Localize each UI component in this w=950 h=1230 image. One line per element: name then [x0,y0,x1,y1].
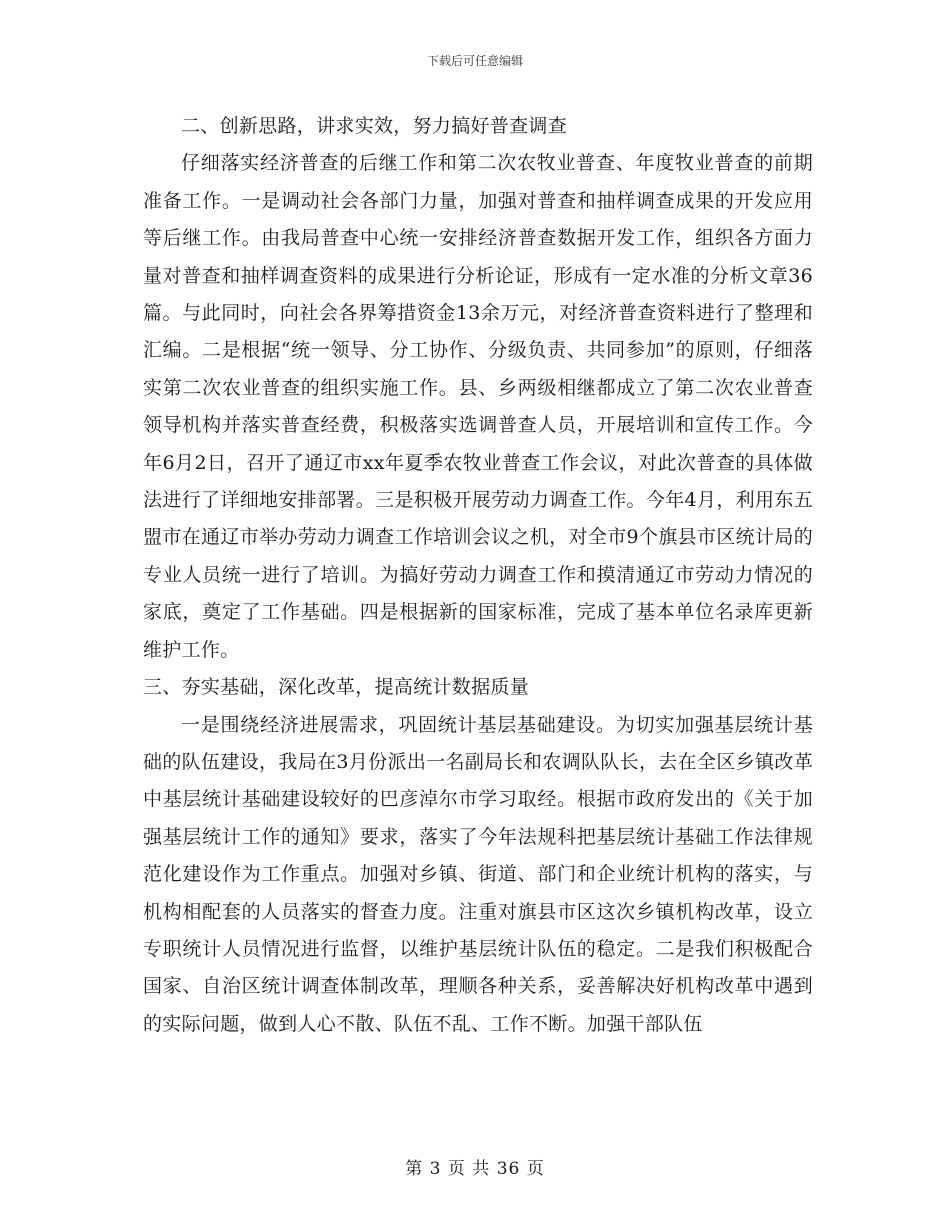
paragraph-grassroots-statistics: 一是围绕经济进展需求，巩固统计基层基础建设。为切实加强基层统计基础的队伍建设，我局在3月份派出一名副局长和农调队队长，去在全区乡镇改革中基层统计基础建设较好的巴彦淖尔市学习取经。根据市政府发出的《关于加强基层统计工作的通知》要求，落实了今年法规科把基层统计基础工作法律规范化建设作为工作重点。加强对乡镇、街道、部门和企业统计机构的落实，与机构相配套的人员落实的督查力度。注重对旗县市区这次乡镇机构改革，设立专职统计人员情况进行监督，以维护基层统计队伍的稳定。二是我们积极配合国家、自治区统计调查体制改革，理顺各种关系，妥善解决好机构改革中遇到的实际问题，做到人心不散、队伍不乱、工作不断。加强干部队伍 [143,713,813,1035]
document-body [143,108,813,1043]
section-heading-3: 三、夯实基础，深化改革，提高统计数据质量 [143,676,530,699]
page-header-note: 下载后可任意编辑 [426,54,523,68]
page-number-footer: 第 3 页 共 36 页 [405,1159,545,1179]
paragraph-census-work: 仔细落实经济普查的后继工作和第二次农牧业普查、年度牧业普查的前期准备工作。一是调动社会各部门力量，加强对普查和抽样调查成果的开发应用等后继工作。由我局普查中心统一安排经济普查数据开发工作，组织各方面力量对普查和抽样调查资料的成果进行分析论证，形成有一定水准的分析文章36篇。与此同时，向社会各界筹措资金13余万元，对经济普查资料进行了整理和汇编。二是根据“统一领导、分工协作、分级负责、共同参加”的原则，仔细落实第二次农业普查的组织实施工作。县、乡两级相继都成立了第二次农业普查领导机构并落实普查经费，积极落实选调普查人员，开展培训和宣传工作。今年6月2日，召开了通辽市xx年夏季农牧业普查工作会议，对此次普查的具体做法进行了详细地安排部署。三是积极开展劳动力调查工作。今年4月，利用东五盟市在通辽市举办劳动力调查工作培训会议之机，对全市9个旗县市区统计局的专业人员统一进行了培训。为搞好劳动力调查工作和摸清通辽市劳动力情况的家底，奠定了工作基础。四是根据新的国家标准，完成了基本单位名录库更新维护工作。 [143,152,813,661]
section-heading-2: 二、创新思路，讲求实效，努力搞好普查调查 [181,115,568,137]
